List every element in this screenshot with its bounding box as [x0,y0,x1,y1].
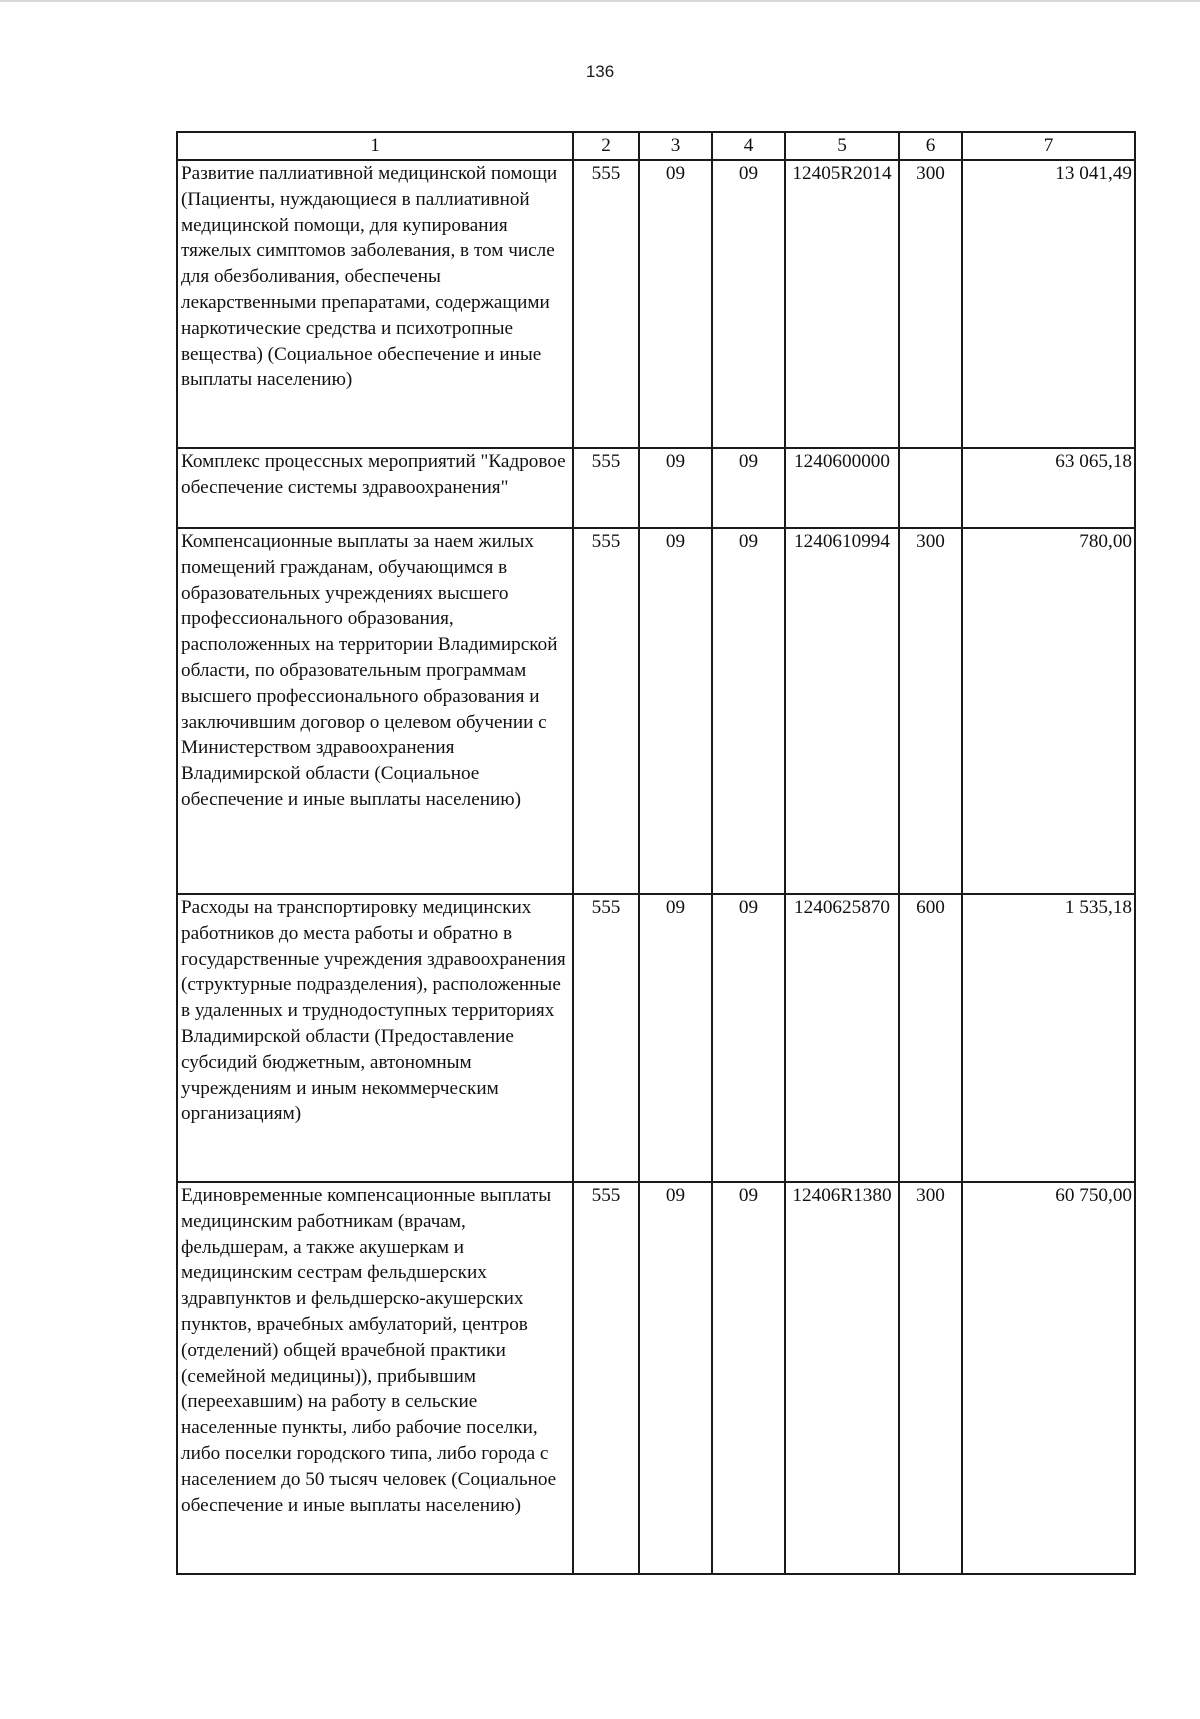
column-number-6: 6 [899,132,962,160]
ministry-code-cell: 555 [573,1182,639,1574]
expense-type-cell: 600 [899,894,962,1182]
section-code-cell: 09 [639,528,712,894]
expense-type-cell: 300 [899,1182,962,1574]
row-name-cell: Компенсационные выплаты за наем жилых помещений гражданам, обучающимся в образовательных учреждениях высшего профессионального образования, расположенных на территории Владимирской области, по образовательным программам высшего профессионального образования и заключившим договор о целевом обучении с Министерством здравоохранения Владимирской области (Социальное обеспечение и иные выплаты населению) [177,528,573,894]
column-number-2: 2 [573,132,639,160]
row-name-cell: Комплекс процессных мероприятий "Кадровое обеспечение системы здравоохранения" [177,448,573,528]
ministry-code-cell: 555 [573,894,639,1182]
subsection-code-cell: 09 [712,1182,785,1574]
ministry-code-cell: 555 [573,160,639,448]
column-number-1: 1 [177,132,573,160]
table-row [177,894,1135,1182]
target-article-cell: 12406R1380 [785,1182,899,1574]
target-article-cell: 12405R2014 [785,160,899,448]
table-row [177,448,1135,528]
target-article-cell: 1240625870 [785,894,899,1182]
target-article-cell: 1240600000 [785,448,899,528]
ministry-code-cell: 555 [573,448,639,528]
column-number-5: 5 [785,132,899,160]
page-number: 136 [585,62,615,81]
subsection-code-cell: 09 [712,448,785,528]
section-code-cell: 09 [639,160,712,448]
budget-table [176,131,1136,1575]
column-number-header-row [177,132,1135,160]
expense-type-cell: 300 [899,528,962,894]
column-number-7: 7 [962,132,1135,160]
expense-type-cell [899,448,962,528]
amount-cell: 1 535,18 [962,894,1135,1182]
section-code-cell: 09 [639,448,712,528]
table-row [177,528,1135,894]
ministry-code-cell: 555 [573,528,639,894]
column-number-4: 4 [712,132,785,160]
subsection-code-cell: 09 [712,160,785,448]
amount-cell: 780,00 [962,528,1135,894]
row-name-cell: Развитие паллиативной медицинской помощи (Пациенты, нуждающиеся в паллиативной медицинской помощи, для купирования тяжелых симптомов заболевания, в том числе для обезболивания, обеспечены лекарственными препаратами, содержащими наркотические средства и психотропные вещества) (Социальное обеспечение и иные выплаты населению) [177,160,573,448]
amount-cell: 13 041,49 [962,160,1135,448]
column-number-3: 3 [639,132,712,160]
table-row [177,160,1135,448]
amount-cell: 60 750,00 [962,1182,1135,1574]
row-name-cell: Расходы на транспортировку медицинских работников до места работы и обратно в государственные учреждения здравоохранения (структурные подразделения), расположенные в удаленных и труднодоступных территориях Владимирской области (Предоставление субсидий бюджетным, автономным учреждениям и иным некоммерческим организациям) [177,894,573,1182]
subsection-code-cell: 09 [712,528,785,894]
subsection-code-cell: 09 [712,894,785,1182]
page-top-edge [0,0,1200,2]
section-code-cell: 09 [639,894,712,1182]
row-name-cell: Единовременные компенсационные выплаты медицинским работникам (врачам, фельдшерам, а также акушеркам и медицинским сестрам фельдшерских здравпунктов и фельдшерско-акушерских пунктов, врачебных амбулаторий, центров (отделений) общей врачебной практики (семейной медицины)), прибывшим (переехавшим) на работу в сельские населенные пункты, либо рабочие поселки, либо поселки городского типа, либо города с населением до 50 тысяч человек (Социальное обеспечение и иные выплаты населению) [177,1182,573,1574]
amount-cell: 63 065,18 [962,448,1135,528]
expense-type-cell: 300 [899,160,962,448]
target-article-cell: 1240610994 [785,528,899,894]
section-code-cell: 09 [639,1182,712,1574]
table-row [177,1182,1135,1574]
